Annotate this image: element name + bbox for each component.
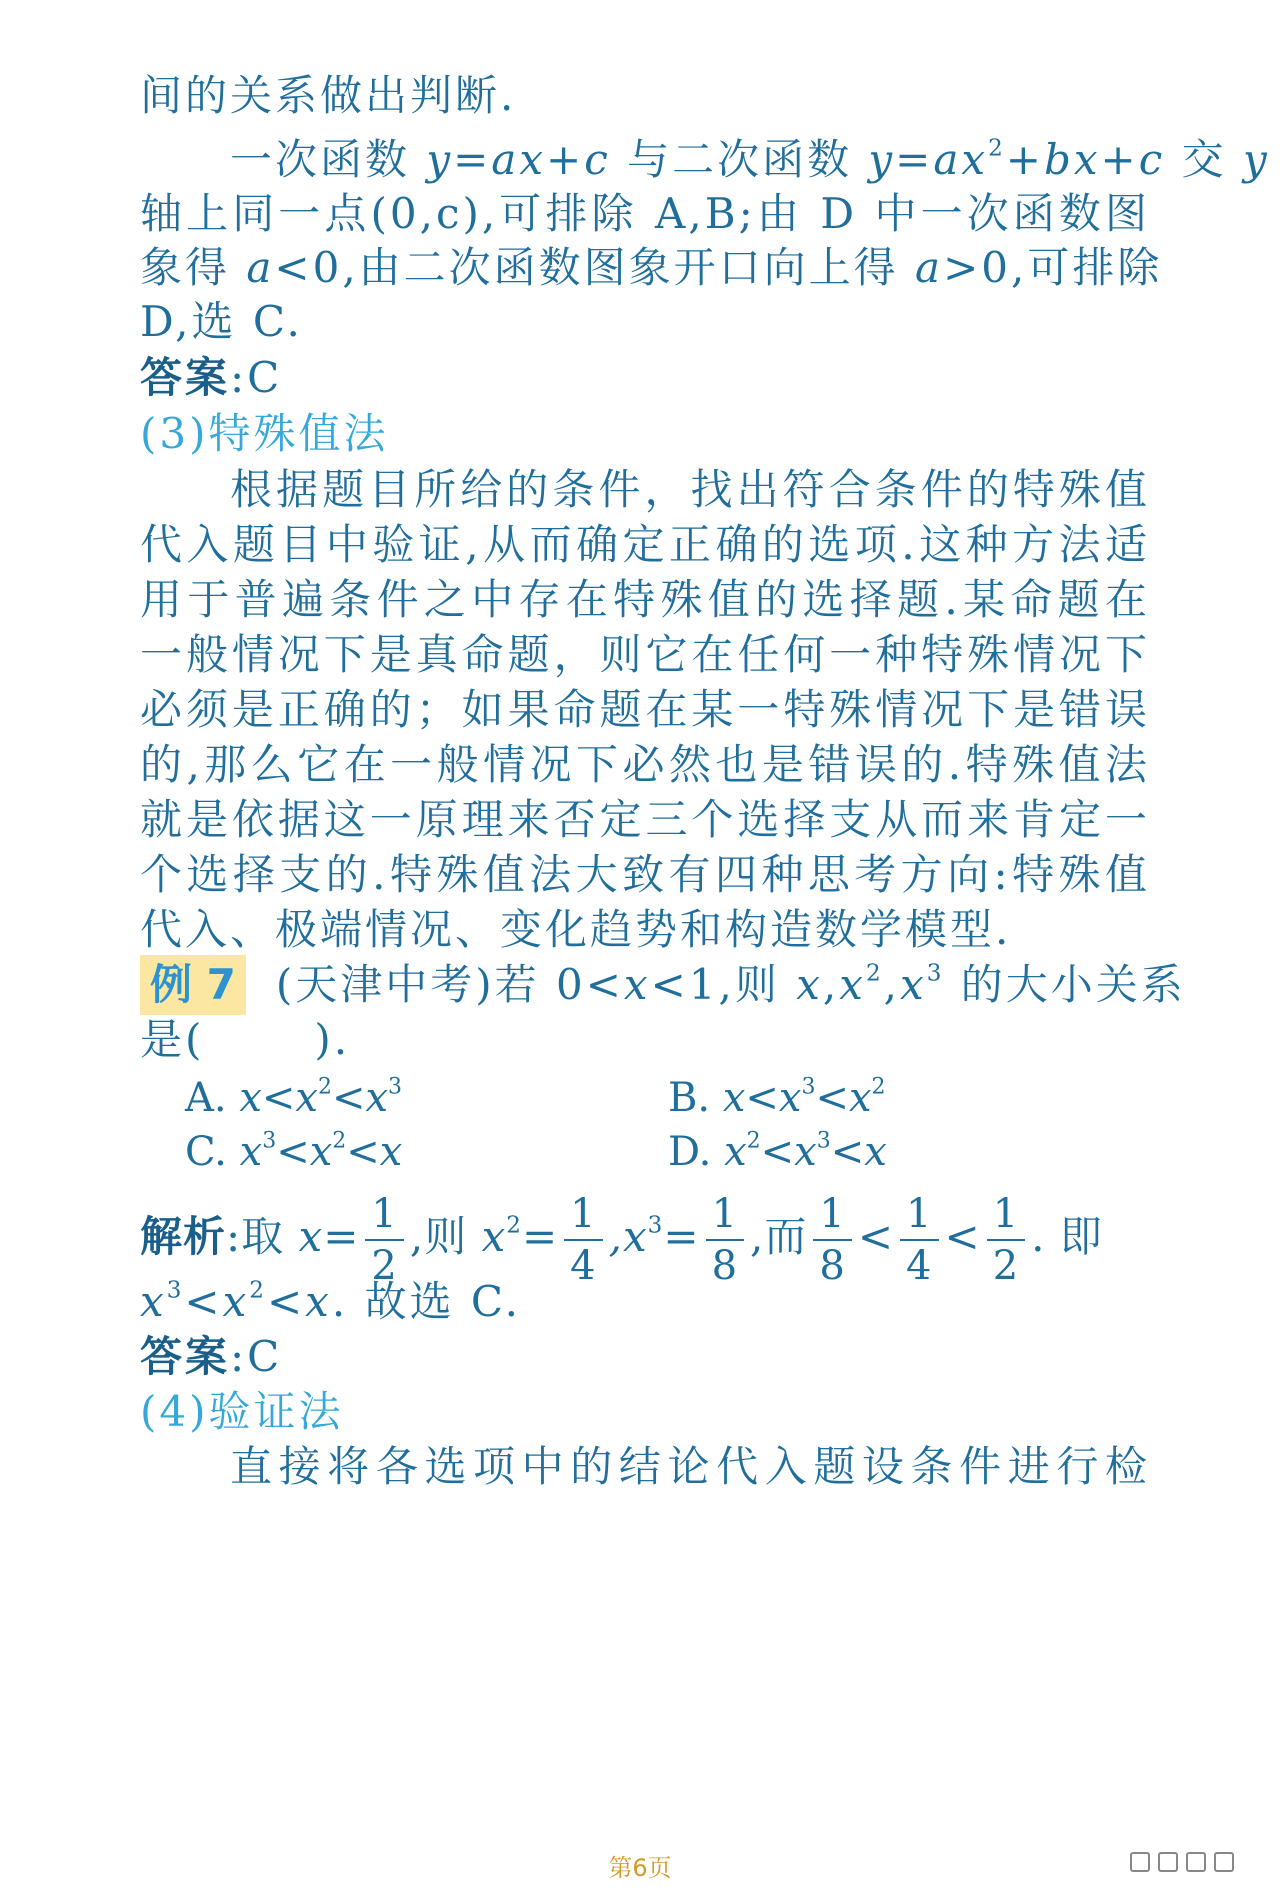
fraction-one-half: $\frac{1}{2}$ xyxy=(365,1189,403,1291)
analysis-label: 解析 xyxy=(140,1212,227,1261)
answer-2: 答案:C xyxy=(140,1332,283,1381)
fraction-one-eighth: $\frac{1}{8}$ xyxy=(706,1189,744,1291)
text-line-3: 轴上同一点(0,c),可排除 A,B;由 D 中一次函数图 xyxy=(140,189,1150,238)
section-3-line-5: 必须是正确的；如果命题在某一特殊情况下是错误 xyxy=(140,685,1150,734)
section-4-heading: (4)验证法 xyxy=(140,1387,344,1436)
option-c: C. $x^3<x^2<x$ xyxy=(185,1128,403,1175)
answer-label: 答案 xyxy=(140,1332,231,1381)
analysis-line-2: $x^3<x^2<x$. 故选 C. xyxy=(140,1277,521,1326)
analysis-line-1: 解析:取 x= $\frac{1}{2}$ ,则 $x^2=$ $\frac{1}{4}$ $,x^3=$ $\frac{1}{8}$ ,而 $\frac{1}{8}$ < $\frac{1}{4}$ < $\frac{1}{2}$ . 即 xyxy=(140,1191,1103,1289)
section-3-line-3: 用于普遍条件之中存在特殊值的选择题.某命题在 xyxy=(140,575,1150,624)
option-a: A. $x<x^2<x^3$ xyxy=(185,1074,403,1121)
section-3-line-7: 就是依据这一原理来否定三个选择支从而来肯定一 xyxy=(140,795,1150,844)
section-3-line-2: 代入题目中验证,从而确定正确的选项.这种方法适 xyxy=(140,520,1150,569)
text-line-5: D,选 C. xyxy=(140,297,303,346)
section-3-line-8: 个选择支的.特殊值法大致有四种思考方向:特殊值 xyxy=(140,850,1150,899)
section-3-line-6: 的,那么它在一般情况下必然也是错误的.特殊值法 xyxy=(140,740,1150,789)
fraction-compare-1: $\frac{1}{8}$ xyxy=(813,1189,851,1291)
section-3-line-1: 根据题目所给的条件，找出符合条件的特殊值 xyxy=(230,465,1150,514)
example-7-question: 例 7 (天津中考)若 0<x<1,则 $x,x^2,x^3$ 的大小关系 xyxy=(140,955,1150,1015)
example-tag: 例 7 xyxy=(140,955,246,1015)
decorative-squares xyxy=(1130,1852,1234,1872)
page-number: 第6页 xyxy=(608,1854,672,1882)
text-line-4: 象得 a<0,由二次函数图象开口向上得 a>0,可排除 xyxy=(140,243,1163,292)
section-3-line-4: 一般情况下是真命题，则它在任何一种特殊情况下 xyxy=(140,630,1150,679)
answer-label: 答案 xyxy=(140,353,231,402)
fraction-one-quarter: $\frac{1}{4}$ xyxy=(564,1189,602,1291)
section-3-heading: (3)特殊值法 xyxy=(140,409,389,458)
example-7-question-line-2: 是( ). xyxy=(140,1015,351,1064)
option-d: D. $x^2<x^3<x$ xyxy=(668,1128,887,1175)
answer-1: 答案:C xyxy=(140,353,283,402)
fraction-compare-3: $\frac{1}{2}$ xyxy=(987,1189,1025,1291)
section-4-line-1: 直接将各选项中的结论代入题设条件进行检 xyxy=(230,1442,1150,1491)
fraction-compare-2: $\frac{1}{4}$ xyxy=(900,1189,938,1291)
option-b: B. $x<x^3<x^2$ xyxy=(668,1074,886,1121)
text-line-1: 间的关系做出判断. xyxy=(140,71,517,120)
section-3-line-9: 代入、极端情况、变化趋势和构造数学模型. xyxy=(140,905,1012,954)
text-line-2: 一次函数 y=ax+c 与二次函数 $y=ax^2+bx+c$ 交 y xyxy=(230,135,1270,184)
